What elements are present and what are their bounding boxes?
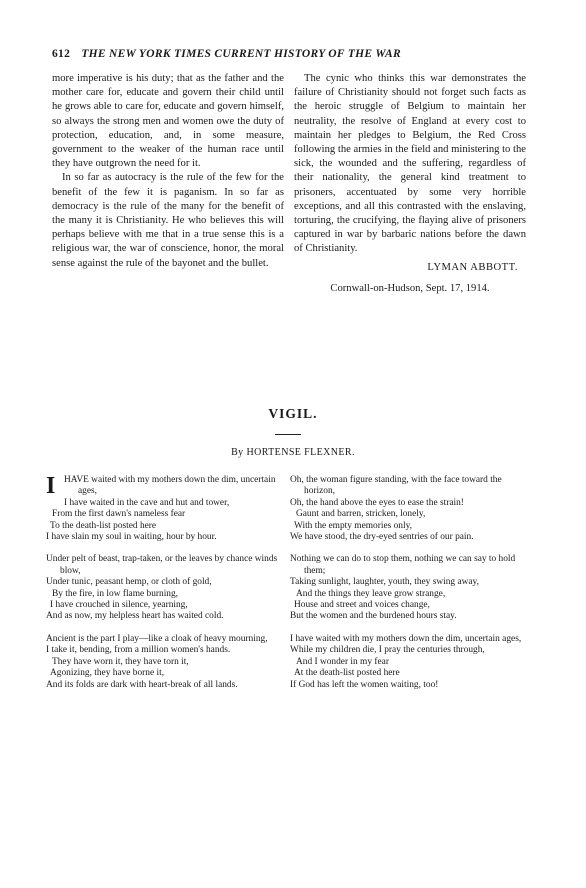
poem-line: House and street and voices change, <box>294 600 430 611</box>
poem-left-column <box>46 475 282 702</box>
poem-line: I have crouched in silence, yearning, <box>50 600 188 611</box>
poem-line: While my children die, I pray the centuries through, <box>290 645 485 656</box>
poem-title: VIGIL. <box>268 406 318 421</box>
poem-line: I have waited in the cave and hut and tower, <box>64 497 230 508</box>
poem-line: Ancient is the part I play—like a cloak of heavy mourning, <box>46 633 268 644</box>
poem-byline: By HORTENSE FLEXNER. <box>231 447 355 458</box>
poem-line: I take it, bending, from a million women's hands. <box>46 645 231 656</box>
poem-line: By the fire, in low flame burning, <box>52 588 179 599</box>
essay-paragraph: In so far as autocracy is the rule of the few for the benefit of the few it is paganism. In so far as democracy is the rule of the many for the benefit of the many it is Christianity. He who believes this will perhaps believe with me that in a true sense this is a religious war, the war of conscience, honor, the moral sense against the rule of the bayonet and the bullet. <box>52 172 284 269</box>
running-title: THE NEW YORK TIMES CURRENT HISTORY OF THE WAR <box>81 48 401 60</box>
essay-paragraph: The cynic who thinks this war demonstrates the failure of Christianity should not forget such facts as the heroic struggle of Belgium to maintain her neutrality, the resolve of England at every cost to maintain her pledges to Belgium, the Red Cross following the armies in the field and ministering to the sick, the wounded and the suffering, regardless of their nationality, the general kind treatment to prisoners, accentuated by some very horrible exceptions, and all this contrasted with the enslaving, torturing, the crucifying, the flaying alive of prisoners captured in war by barbaric nations before the dawn of Christianity. <box>294 73 526 255</box>
poem-line: We have stood, the dry-eyed sentries of our pain. <box>290 532 474 543</box>
poem-line: Oh, the hand above the eyes to ease the strain! <box>290 497 464 508</box>
poem-stanza <box>46 634 282 691</box>
poem-line: Gaunt and barren, stricken, lonely, <box>296 509 426 520</box>
poem-line: Taking sunlight, laughter, youth, they swing away, <box>290 577 479 588</box>
running-header <box>52 48 538 60</box>
page-number: 612 <box>52 48 71 60</box>
poem-line: They have worn it, they have torn it, <box>52 656 189 667</box>
place-date: Cornwall-on-Hudson, Sept. 17, 1914. <box>330 282 490 294</box>
poem-right-column <box>290 475 530 702</box>
essay-paragraph: more imperative is his duty; that as the father and the mother care for, educate and govern their child until he grows able to care for, educate and govern himself, so always the strong men and women owe the duty of protection, education, and, in some measure, government to the weaker of the human race until they have outgrown the need for it. <box>52 73 284 170</box>
poem-line: Under pelt of beast, trap-taken, or the leaves by chance winds blow, <box>46 554 278 576</box>
poem-line: To the death-list posted here <box>50 520 157 531</box>
poem-stanza <box>290 475 530 543</box>
poem-line: I have waited with my mothers down the dim, uncertain ages, <box>290 633 522 644</box>
poem-line: And as now, my helpless heart has waited cold. <box>46 611 224 622</box>
drop-cap: I <box>46 473 56 499</box>
poem-line: Agonizing, they have borne it, <box>50 668 165 679</box>
poem-line: Oh, the woman figure standing, with the face toward the horizon, <box>290 475 502 497</box>
poem-line: And I wonder in my fear <box>296 656 389 667</box>
poem-line: And the things they leave grow strange, <box>296 588 446 599</box>
poem-stanza <box>46 475 282 543</box>
author-signature: LYMAN ABBOTT. <box>427 261 518 273</box>
poem-line: And its folds are dark with heart-break of all lands. <box>46 679 238 690</box>
poem-stanza <box>290 554 530 622</box>
poem-line: Under tunic, peasant hemp, or cloth of gold, <box>46 577 212 588</box>
poem-line: I have slain my soul in waiting, hour by hour. <box>46 532 217 543</box>
poem-line: But the women and the burdened hours stay. <box>290 611 457 622</box>
title-divider <box>275 434 301 435</box>
poem-line: Nothing we can do to stop them, nothing we can say to hold them; <box>290 554 516 576</box>
poem-line: From the first dawn's nameless fear <box>52 509 186 520</box>
poem-line: If God has left the women waiting, too! <box>290 679 439 690</box>
poem-stanza <box>290 634 530 691</box>
drop-cap-block <box>46 475 282 509</box>
poem-line: HAVE waited with my mothers down the dim, uncertain ages, <box>64 475 276 497</box>
poem-line: At the death-list posted here <box>294 668 400 679</box>
essay-left-column <box>52 72 284 271</box>
essay-right-column <box>294 72 526 296</box>
poem-stanza <box>46 554 282 622</box>
poem-line: With the empty memories only, <box>294 520 413 531</box>
